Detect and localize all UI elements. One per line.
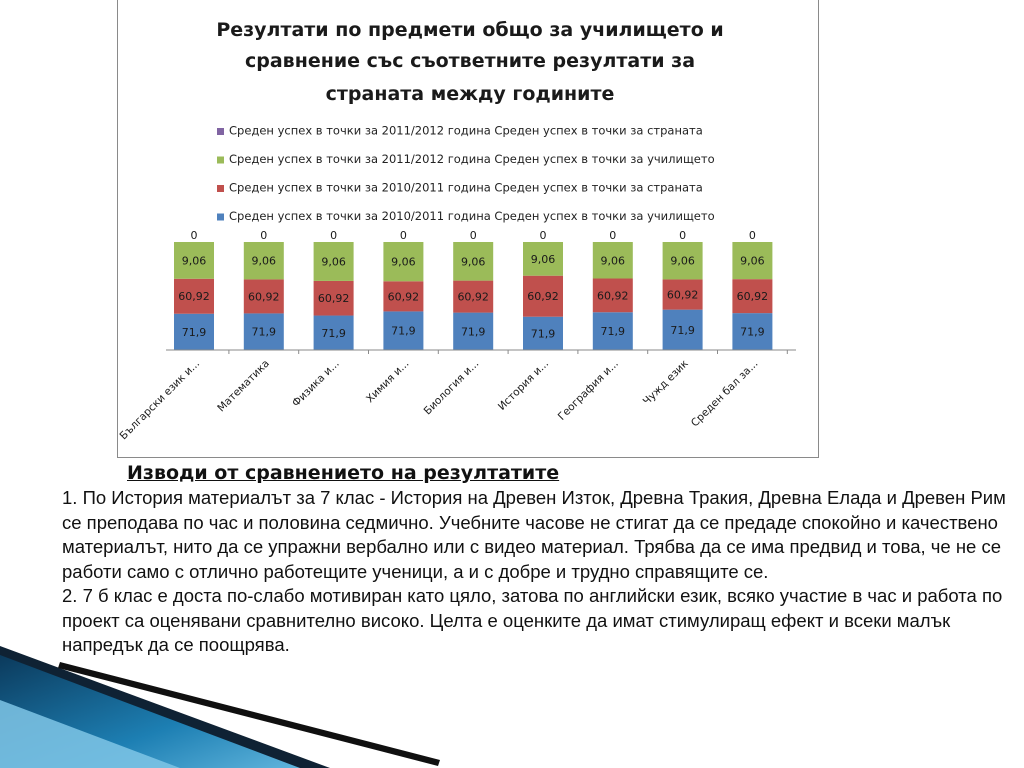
data-label-5-0: 71,9 [530, 327, 556, 341]
category-label-6: География и... [555, 357, 621, 423]
chart-frame [117, 0, 819, 458]
category-label-7: Чужд език [640, 357, 691, 408]
data-label-8-3: 0 [748, 229, 756, 242]
conclusion-paragraph-1: 1. По История материалът за 7 клас - История на Древен Изток, Древна Тракия, Древна Елада и Древен Рим се преподава по час и половина седмично. Учебните часове не стигат да се предаде спокойно и качествено материалът, нито да се упражни вербално или с видео материал. Трябва да се има предвид и това, че не се работи само с отлично работещите ученици, а и с добре и трудно справящите се. [62, 487, 1006, 582]
data-label-1-2: 9,06 [251, 254, 277, 268]
category-label-2: Физика и... [289, 357, 342, 410]
data-label-4-3: 0 [469, 229, 477, 242]
chart-title-line-1: Резултати по предмети общо за училището и [216, 19, 724, 41]
data-label-1-1: 60,92 [248, 290, 280, 304]
data-label-6-1: 60,92 [597, 289, 629, 303]
legend-label-1: Среден успех в точки за 2010/2011 година Среден успех в точки за страната [229, 180, 703, 195]
legend-label-0: Среден успех в точки за 2010/2011 година Среден успех в точки за училището [229, 209, 715, 223]
data-label-5-1: 60,92 [527, 290, 559, 304]
legend-swatch-0 [217, 214, 224, 221]
category-label-0: Български език и... [118, 357, 203, 443]
data-label-8-2: 9,06 [740, 254, 765, 268]
data-label-1-0: 71,9 [251, 325, 277, 339]
data-label-6-2: 9,06 [600, 254, 626, 268]
category-labels [118, 358, 761, 443]
chart-title-line-3: страната между годините [325, 83, 615, 105]
data-label-8-0: 71,9 [740, 325, 765, 339]
data-label-4-0: 71,9 [460, 325, 486, 339]
chart-title-line-2: сравнение със съответните резултати за [244, 50, 696, 72]
data-label-1-3: 0 [260, 229, 268, 242]
data-label-0-3: 0 [190, 229, 198, 242]
data-label-6-3: 0 [609, 229, 617, 242]
data-label-3-0: 71,9 [391, 324, 416, 338]
category-label-1: Математика [215, 357, 272, 415]
category-label-3: Химия и... [363, 357, 412, 406]
data-label-5-3: 0 [539, 229, 547, 242]
legend-label-3: Среден успех в точки за 2011/2012 година Среден успех в точки за страната [229, 123, 703, 138]
legend-swatch-3 [217, 128, 224, 135]
data-label-4-2: 9,06 [460, 255, 486, 269]
category-label-5: История и... [495, 357, 552, 413]
category-label-8: Среден бал за... [688, 357, 761, 430]
conclusions-block [62, 460, 1022, 658]
legend-swatch-1 [217, 185, 224, 192]
data-label-2-2: 9,06 [321, 255, 346, 269]
category-label-4: Биология и... [421, 357, 482, 418]
data-label-3-2: 9,06 [391, 255, 416, 269]
conclusion-paragraph-2: 2. 7 б клас е доста по-слабо мотивиран като цяло, затова по английски език, всяко участие в час и работа по проект са оценявани сравнително високо. Целта е оценките да имат стимулиращ ефект и всеки малък напредък да се поощрява. [62, 585, 1003, 655]
data-label-0-2: 9,06 [181, 254, 207, 268]
legend-label-2: Среден успех в точки за 2011/2012 година Среден успех в точки за училището [229, 152, 715, 166]
stacked-bar-chart [118, 0, 818, 457]
conclusions-heading: Изводи от сравнението на резултатите [127, 462, 560, 484]
data-label-8-1: 60,92 [736, 290, 769, 304]
data-label-0-0: 71,9 [181, 325, 207, 339]
data-label-2-3: 0 [330, 229, 338, 242]
data-label-4-1: 60,92 [457, 290, 489, 304]
data-label-7-3: 0 [679, 229, 687, 242]
chart-bars [174, 229, 787, 354]
data-label-5-2: 9,06 [530, 252, 556, 266]
data-label-3-1: 60,92 [387, 290, 420, 304]
data-label-7-2: 9,06 [670, 254, 695, 268]
data-label-7-0: 71,9 [670, 323, 695, 337]
legend-swatch-2 [217, 157, 224, 164]
data-label-7-1: 60,92 [666, 288, 699, 302]
data-label-2-0: 71,9 [321, 326, 346, 340]
data-label-6-0: 71,9 [600, 325, 626, 339]
data-label-2-1: 60,92 [317, 292, 350, 306]
data-label-3-3: 0 [399, 229, 407, 242]
data-label-0-1: 60,92 [178, 290, 210, 304]
chart-legend [217, 124, 715, 224]
